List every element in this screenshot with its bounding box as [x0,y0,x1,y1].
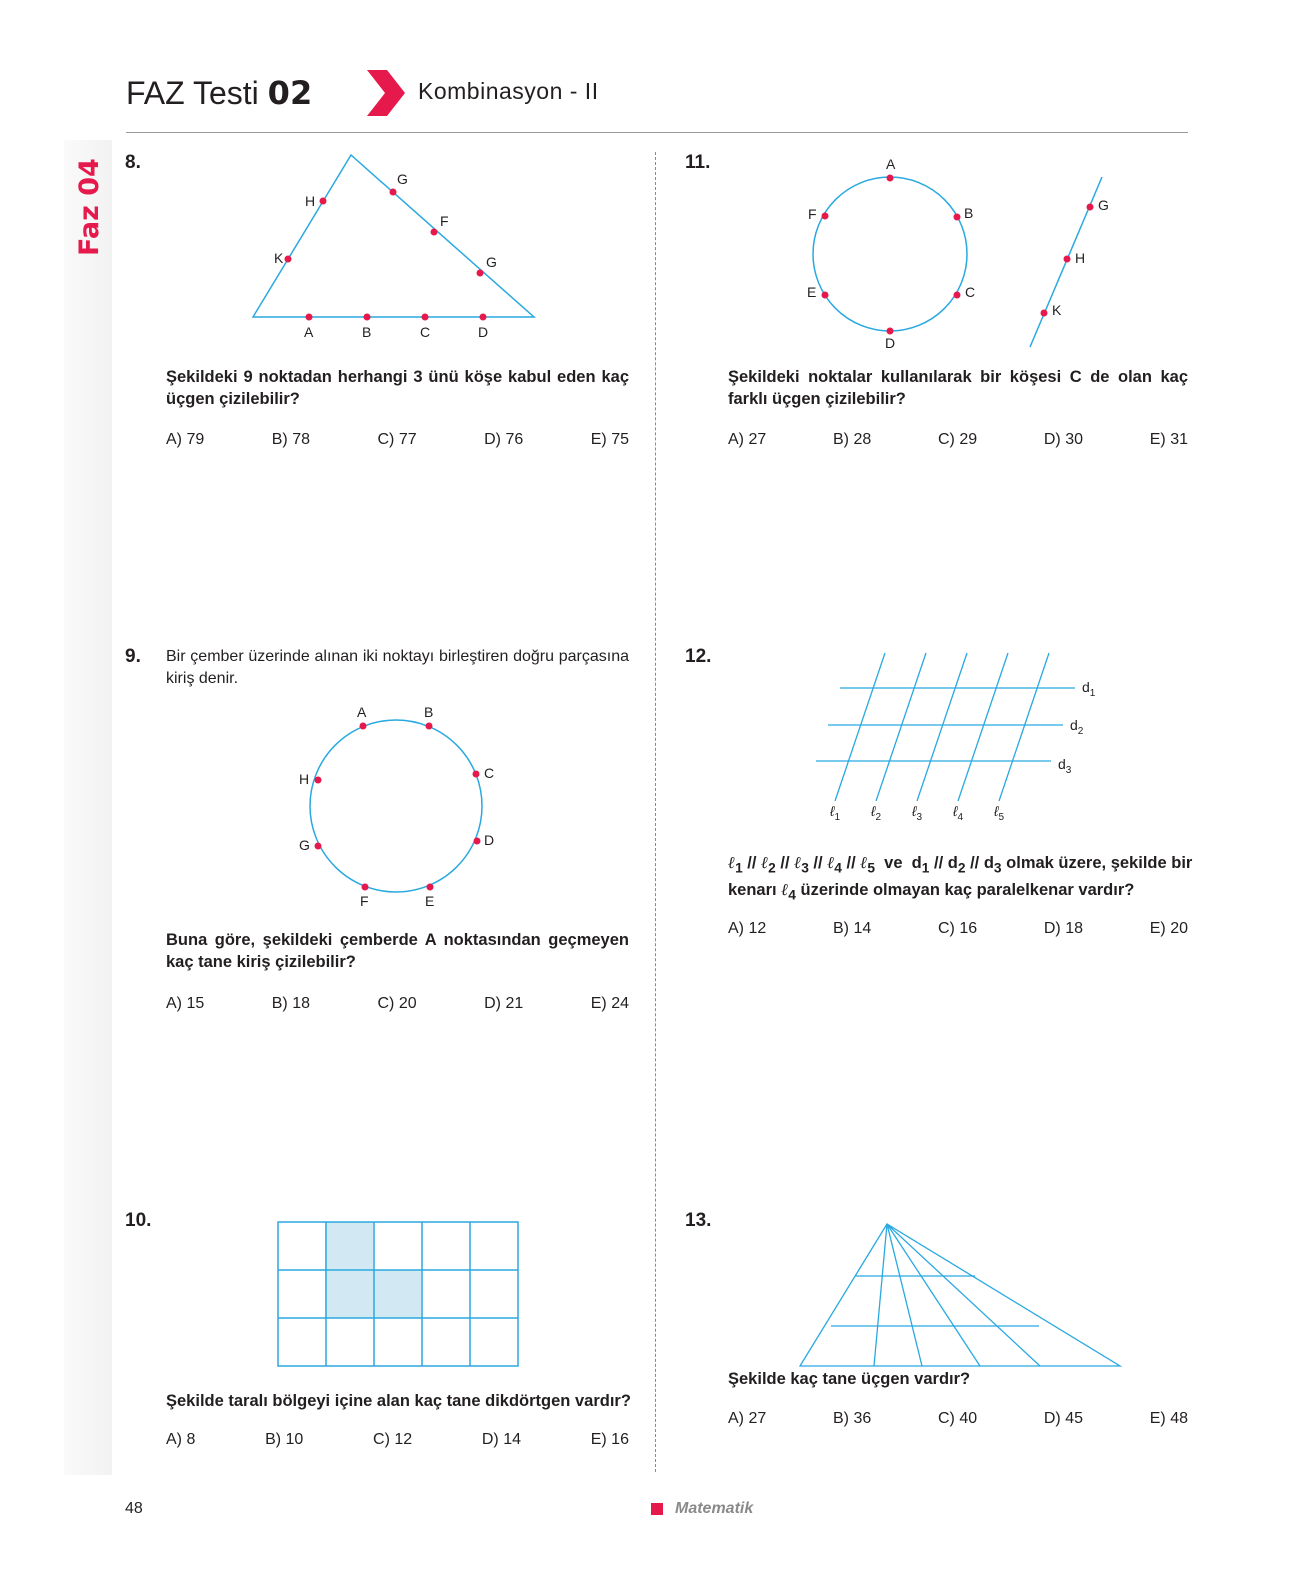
svg-text:ℓ2: ℓ$_2$ [871,803,882,823]
question-text: Buna göre, şekildeki çemberde A noktasından geçmeyen kaç tane kiriş çizilebilir? [166,931,629,971]
question-intro: Bir çember üzerinde alınan iki noktayı birleştiren doğru parçasına kiriş denir. [166,648,629,687]
page-title [126,74,312,112]
answer-options [166,1431,629,1449]
svg-text:A: A [304,324,314,340]
svg-text:G: G [486,254,497,270]
svg-text:G: G [397,171,408,187]
svg-text:B: B [964,205,974,221]
title-prefix: FAZ Testi [126,75,259,111]
svg-text:K: K [274,250,284,266]
option-e[interactable]: E) 48 [1149,1410,1188,1427]
question-text: Şekilde taralı bölgeyi içine alan kaç tane dikdörtgen vardır? [166,1392,631,1410]
option-b[interactable]: B) 14 [833,920,872,937]
question-number: 9. [125,646,141,667]
answer-options [166,431,629,449]
option-b[interactable]: B) 18 [271,995,310,1012]
subject-label: Matematik [675,1500,754,1517]
option-c[interactable]: C) 40 [938,1410,978,1427]
option-b[interactable]: B) 10 [265,1431,304,1448]
option-d[interactable]: D) 76 [484,431,524,448]
svg-text:C: C [484,765,495,781]
page-number: 48 [125,1500,143,1517]
option-a[interactable]: A) 12 [728,920,767,937]
svg-text:D: D [484,832,495,848]
page-subtitle: Kombinasyon - II [418,78,599,104]
option-a[interactable]: A) 79 [166,431,205,448]
question-text-b: üzerinde olmayan kaç paralelkenar vardır? [800,881,1135,900]
option-a[interactable]: A) 15 [166,995,205,1012]
question-text: Şekildeki 9 noktadan herhangi 3 ünü köşe kabul eden kaç üçgen çizilebilir? [166,368,629,408]
option-e[interactable]: E) 16 [590,1431,629,1448]
option-c[interactable]: C) 29 [938,431,978,448]
option-b[interactable]: B) 78 [271,431,310,448]
svg-text:E: E [807,284,817,300]
question-number: 13. [685,1210,712,1231]
sidebar-strip [64,140,112,1475]
option-a[interactable]: A) 27 [728,1410,767,1427]
triangle-figure [250,150,540,350]
option-e[interactable]: E) 20 [1149,920,1188,937]
option-e[interactable]: E) 31 [1149,431,1188,448]
chevron-right-icon [365,70,407,116]
question-text: Şekilde kaç tane üçgen vardır? [728,1370,971,1388]
question-text-cond: olmak üzere, şekilde bir [1006,854,1193,872]
svg-text:ℓ4: ℓ$_4$ [953,803,964,823]
svg-text:A: A [886,156,896,172]
svg-text:H: H [299,771,310,787]
question-number: 10. [125,1210,152,1231]
option-d[interactable]: D) 14 [481,1431,521,1448]
circle-and-line-figure [800,155,1110,355]
option-d[interactable]: D) 18 [1043,920,1083,937]
option-c[interactable]: C) 16 [938,920,978,937]
answer-options [728,920,1188,938]
option-d[interactable]: D) 30 [1043,431,1083,448]
sidebar-label [70,152,106,257]
svg-text:C: C [420,324,431,340]
svg-text:Faz 04: Faz 04 [74,158,105,256]
svg-text:ℓ3: ℓ$_3$ [912,803,923,823]
question-text: Şekildeki noktalar kullanılarak bir köşesi C de olan kaç farklı üçgen çizilebilir? [728,368,1188,408]
svg-text:d1: $d_1$ [1082,679,1096,699]
question-text-a: kenarı [728,881,777,900]
svg-text:B: B [424,705,434,720]
svg-text:G: G [299,837,310,853]
circle-figure [290,705,510,915]
option-c[interactable]: C) 20 [377,995,417,1012]
svg-text:D: D [478,324,489,340]
question-number: 12. [685,646,712,667]
svg-text:F: F [808,206,817,222]
title-number: 02 [267,74,313,112]
svg-text:C: C [965,284,976,300]
triangle-fan-figure [795,1220,1125,1370]
option-e[interactable]: E) 75 [590,431,629,448]
svg-text:ℓ1: ℓ$_1$ [830,803,841,823]
svg-text:H: H [305,193,316,209]
column-divider [655,152,656,1472]
svg-text:F: F [440,213,449,229]
svg-text:B: B [362,324,372,340]
svg-text:G: G [1098,197,1109,213]
option-d[interactable]: D) 21 [484,995,524,1012]
question-text: ℓ$_1$ // ℓ$_2$ // ℓ$_3$ // ℓ$_4$ // ℓ$_5$ ve $d_1 // d_2 // d_3$ olmak üzere, şekilde bir kenarı ℓ$_4$ üzerinde olmayan kaç paralelkenar vardır? [728,853,1193,903]
option-b[interactable]: B) 36 [833,1410,872,1427]
question-number: 11. [685,152,711,173]
svg-text:A: A [357,705,367,720]
svg-text:ℓ5: ℓ$_5$ [994,803,1005,823]
parallel-lines-figure [810,648,1110,828]
grid-figure [276,1220,522,1368]
header-divider [126,132,1188,133]
svg-text:E: E [425,893,435,909]
svg-text:K: K [1052,302,1062,318]
option-a[interactable]: A) 27 [728,431,767,448]
option-e[interactable]: E) 24 [590,995,629,1012]
option-b[interactable]: B) 28 [833,431,872,448]
option-a[interactable]: A) 8 [166,1431,196,1448]
svg-text:d2: $d_2$ [1070,717,1084,737]
question-number: 8. [125,152,141,173]
answer-options [728,1410,1188,1428]
answer-options [728,431,1188,449]
option-d[interactable]: D) 45 [1043,1410,1083,1427]
svg-text:D: D [885,335,896,351]
svg-text:d3: $d_3$ [1058,756,1072,776]
svg-text:F: F [360,893,369,909]
svg-text:H: H [1075,250,1086,266]
subject-square-icon [651,1503,663,1515]
option-c[interactable]: C) 77 [377,431,417,448]
option-c[interactable]: C) 12 [373,1431,413,1448]
answer-options [166,995,629,1013]
